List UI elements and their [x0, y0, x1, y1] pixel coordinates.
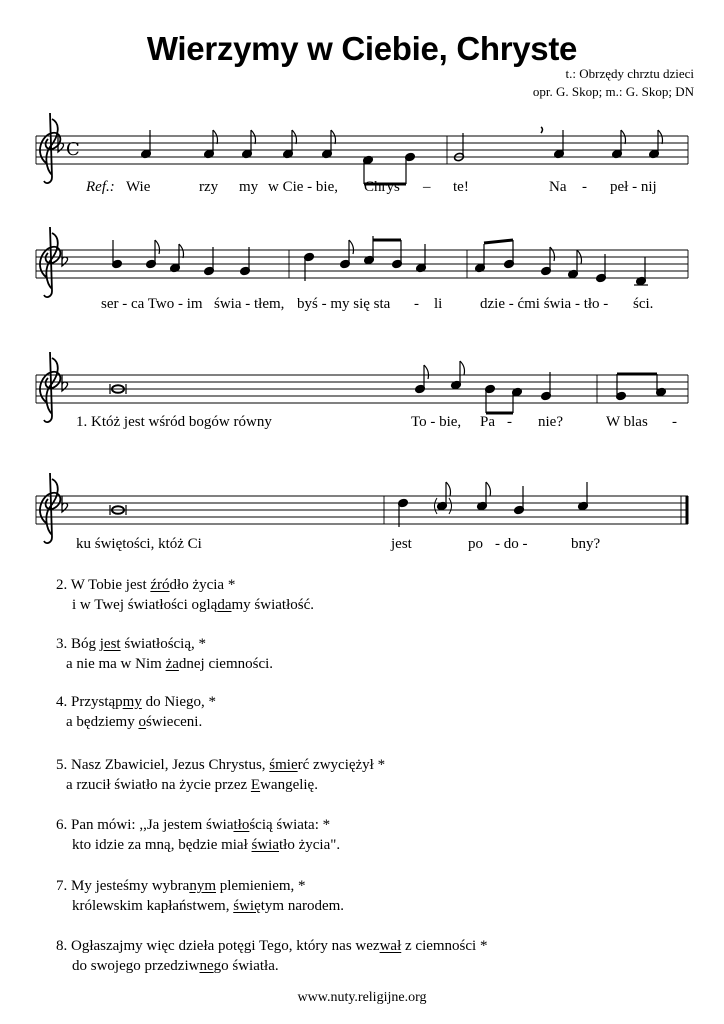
verse-text: a nie ma w Nim: [66, 656, 166, 672]
accented-syllable: E: [250, 777, 261, 793]
verse-text: tym narodem.: [260, 898, 345, 914]
verse-text: i w Twej światłości oglą: [72, 597, 218, 613]
verse-number: 8.: [56, 938, 68, 954]
verse-text: wangelię.: [260, 777, 318, 793]
staff-3-notes: [110, 361, 666, 413]
verse-text: my światłość.: [231, 597, 314, 613]
accented-syllable: wał: [379, 938, 402, 954]
lyric-hyphen: -: [507, 414, 512, 430]
lyric-hyphen: -: [672, 414, 677, 430]
staff-1: [36, 136, 688, 164]
lyric-syllable: li: [434, 296, 443, 312]
accented-syllable: świę: [233, 898, 261, 914]
verse-text: królewskim kapłaństwem,: [72, 898, 234, 914]
music-credit: opr. G. Skop; m.: G. Skop; DN: [532, 84, 694, 99]
lyric-syllable: bny?: [571, 536, 601, 552]
verse-text: a będziemy: [66, 714, 139, 730]
lyric-syllable: - do -: [495, 536, 528, 552]
verse-2: [56, 575, 314, 615]
refrain-label: Ref.:: [86, 179, 115, 195]
verse-number: 5.: [56, 757, 68, 773]
verse-8: [56, 936, 487, 976]
verse-text: kto idzie za mną, będzie miał: [72, 837, 252, 853]
accented-syllable: świa: [251, 837, 280, 853]
lyric-syllable: W blas: [606, 414, 648, 430]
treble-clef-icon: [40, 227, 60, 297]
verse-text: do Niego, *: [141, 694, 217, 710]
staff-4-notes: [110, 482, 588, 527]
song-title: Wierzymy w Ciebie, Chryste: [146, 30, 578, 67]
verse-text: dło życia *: [169, 577, 236, 593]
lyric-syllable: ser - ca Two - im: [101, 296, 203, 312]
accented-syllable: śmie: [269, 757, 298, 773]
accented-syllable: źró: [150, 577, 170, 593]
lyric-syllable: byś - my się sta: [297, 296, 391, 312]
lyric-syllable: po: [468, 536, 483, 552]
verse-text: Przystąp: [71, 694, 123, 710]
verse-text: z ciemności *: [401, 938, 488, 954]
accented-syllable: my: [122, 694, 142, 710]
text-credit: t.: Obrzędy chrztu dzieci: [565, 66, 694, 81]
verse-5: [56, 755, 385, 795]
verse-text: W Tobie jest: [70, 577, 151, 593]
verse-text: plemieniem, *: [216, 878, 306, 894]
lyric-syllable: my: [239, 179, 259, 195]
staff-3: [36, 375, 688, 403]
verse-text: Bóg: [71, 636, 100, 652]
verse-text: ścią świata: *: [249, 817, 331, 833]
lyric-syllable: To - bie,: [411, 414, 462, 430]
verse-number: 6.: [56, 817, 68, 833]
verse-text: Pan mówi: ,,Ja jestem świa: [71, 817, 234, 833]
accented-syllable: da: [217, 597, 232, 613]
verse-6: [56, 815, 340, 855]
verse-number: 2.: [56, 577, 68, 593]
lyric-syllable: w Cie - bie,: [268, 179, 338, 195]
verse-text: rć zwyciężył *: [297, 757, 386, 773]
treble-clef-icon: [40, 113, 60, 183]
staff-4: [36, 496, 688, 524]
lyric-syllable: świa - tłem,: [214, 296, 285, 312]
lyric-syllable: dzie - ćmi świa - tło -: [480, 296, 609, 312]
verse-text: dnej ciemności.: [178, 656, 274, 672]
footer-url[interactable]: www.nuty.religijne.org: [297, 990, 427, 1005]
verse-4: [56, 692, 216, 732]
lyric-syllable: Na: [549, 179, 567, 195]
accented-syllable: nym: [189, 878, 216, 894]
verse-1-text: 1. Któż jest wśród bogów równy: [76, 414, 272, 430]
accented-syllable: jest: [99, 636, 121, 652]
lyric-hyphen: -: [582, 179, 587, 195]
verse-text: a rzucił światło na życie przez: [66, 777, 251, 793]
lyric-syllable: rzy: [199, 179, 219, 195]
staff-2: [36, 250, 688, 278]
lyric-syllable: Chrys: [364, 179, 400, 195]
verse-text: do swojego przedziw: [72, 958, 200, 974]
verse-text: świeceni.: [145, 714, 203, 730]
accented-syllable: ża: [165, 656, 179, 672]
verse-number: 3.: [56, 636, 68, 652]
verse-3: [56, 634, 273, 674]
lyric-syllable: jest: [391, 536, 412, 552]
lyric-hyphen: –: [423, 179, 431, 195]
treble-clef-icon: [40, 473, 60, 543]
lyric-syllable: nie?: [538, 414, 563, 430]
treble-clef-icon: [40, 352, 60, 422]
verse-number: 4.: [56, 694, 68, 710]
verse-text: Ogłaszajmy więc dzieła potęgi Tego, który nas wez: [71, 938, 380, 954]
verse-text: tło życia".: [279, 837, 341, 853]
verse-text: go światła.: [213, 958, 279, 974]
accented-syllable: o: [138, 714, 146, 730]
accented-syllable: ne: [199, 958, 214, 974]
lyric-syllable: Pa: [480, 414, 495, 430]
lyric-hyphen: -: [414, 296, 419, 312]
verse-number: 7.: [56, 878, 68, 894]
verse-text: My jesteśmy wybra: [71, 878, 190, 894]
verse-7: [56, 876, 344, 916]
lyric-syllable: te!: [453, 179, 469, 195]
verse-text: Nasz Zbawiciel, Jezus Chrystus,: [71, 757, 270, 773]
accented-syllable: tło: [233, 817, 250, 833]
lyric-syllable: Wie: [126, 179, 151, 195]
verse-text: światłością, *: [120, 636, 207, 652]
lyric-syllable: ści.: [633, 296, 654, 312]
lyric-syllable: ku świętości, któż Ci: [76, 536, 202, 552]
lyric-syllable: peł - nij: [610, 179, 657, 195]
common-time-icon: C: [66, 139, 80, 160]
